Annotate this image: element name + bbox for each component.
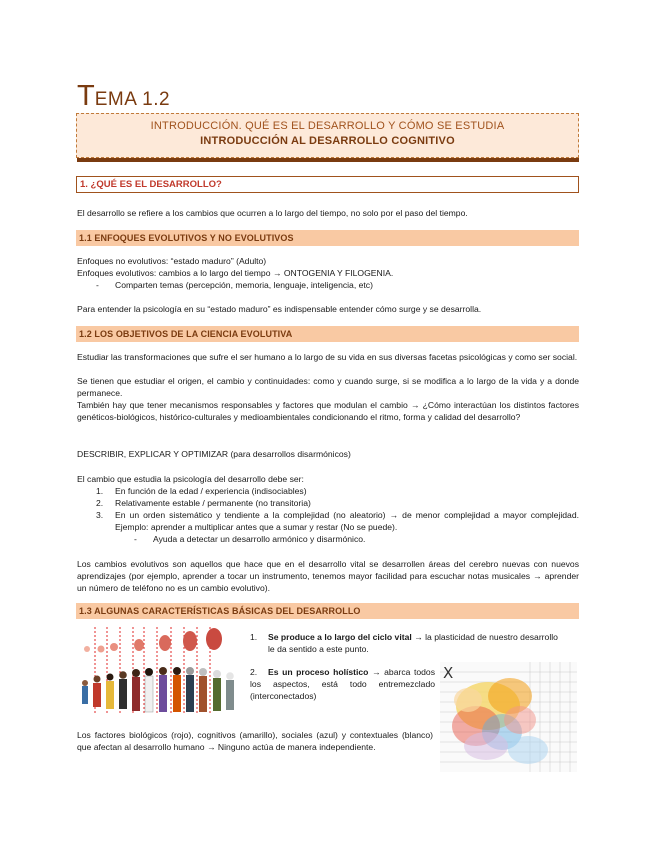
objectives-paragraph-3: También hay que tener mecanismos responsables y factores que modulan el cambio → ¿Cómo interactúan los distintos factores genéticos-biológicos, histórico-culturales y medioambientales condicionando el ritmo, forma y calidad del desarrollo?	[77, 400, 579, 422]
intro-title-box	[76, 113, 579, 158]
feature-1-bold: Se produce a lo largo del ciclo vital	[268, 632, 412, 642]
feature-number: 1.	[250, 632, 258, 642]
bullet-text: Comparten temas (percepción, memoria, lenguaje, inteligencia, etc)	[115, 280, 373, 290]
feature-2-text	[250, 666, 435, 702]
svg-text:X: X	[443, 664, 454, 682]
intro-title-line: INTRODUCCIÓN. QUÉ ES EL DESARROLLO Y CÓMO SE ESTUDIA	[150, 120, 505, 132]
change-intro-line: El cambio que estudia la psicología del desarrollo debe ser:	[77, 474, 304, 484]
section-1-heading: 1. ¿QUÉ ES EL DESARROLLO?	[76, 176, 579, 193]
feature-2-bold: Es un proceso holístico	[268, 667, 369, 677]
page-title-rest: EMA 1.2	[94, 89, 171, 110]
section-1-3-heading: 1.3 ALGUNAS CARACTERÍSTICAS BÁSICAS DEL DESARROLLO	[76, 603, 579, 619]
feature-2-rest: → abarca todos los aspectos, está todo entremezclado (interconectados)	[250, 667, 435, 701]
holistic-collage-illustration	[440, 662, 577, 772]
evolutive-line: Enfoques evolutivos: cambios a lo largo del tiempo → ONTOGENIA Y FILOGENIA.	[77, 268, 394, 278]
list-number: 1.	[96, 486, 104, 496]
list-item: En un orden sistemático y tendiente a la complejidad (no aleatorio) → de menor complejidad a mayor complejidad. Ejemplo: aprender a multiplicar antes que a sumar y restar (No se puede).	[115, 510, 579, 532]
intro-subtitle-line: INTRODUCCIÓN AL DESARROLLO COGNITIVO	[200, 135, 455, 147]
section-1-2-heading: 1.2 LOS OBJETIVOS DE LA CIENCIA EVOLUTIVA	[76, 326, 579, 342]
bullet-dash: -	[96, 280, 99, 290]
factors-paragraph: Los factores biológicos (rojo), cognitivos (amarillo), sociales (azul) y contextuales (blanco) que afectan al desarrollo humano → Ninguno actúa de manera independiente.	[77, 730, 433, 752]
evolutive-changes-paragraph: Los cambios evolutivos son aquellos que hace que en el desarrollo vital se desarrollen áreas del cerebro nuevas con nuevos aprendizajes (por ejemplo, aprender a tocar un instrumento, tenemos mayor facilidad para escuchar notas musicales → aprender un número de teléfono no es un cambio evolutivo).	[77, 559, 579, 593]
feature-number: 2.	[250, 667, 258, 677]
intro-box-shadow	[77, 158, 579, 162]
mature-state-paragraph: Para entender la psicología en su “estado maduro” es indispensable entender cómo surge y se desarrolla.	[77, 304, 482, 314]
feature-1-text	[268, 631, 558, 655]
objectives-paragraph-1: Estudiar las transformaciones que sufre el ser humano a lo largo de su vida en sus diversas facetas psicológicas y como ser social.	[77, 352, 578, 362]
list-item: En función de la edad / experiencia (indisociables)	[115, 486, 307, 496]
page-title-initial: T	[77, 80, 95, 112]
section-1-1-heading: 1.1 ENFOQUES EVOLUTIVOS Y NO EVOLUTIVOS	[76, 230, 579, 246]
objectives-paragraph-2: Se tienen que estudiar el origen, el cambio y continuidades: como y cuando surge, si se modifica a lo largo de la vida y a donde permanece.	[77, 376, 579, 398]
development-stages-illustration	[77, 625, 239, 717]
non-evolutive-line: Enfoques no evolutivos: “estado maduro” (Adulto)	[77, 256, 267, 266]
feature-1-rest: → la plasticidad de nuestro desarrollo le da sentido a este punto.	[268, 632, 558, 654]
list-item: Relativamente estable / permanente (no transitoria)	[115, 498, 311, 508]
sub-bullet-dash: -	[134, 534, 137, 544]
list-number: 2.	[96, 498, 104, 508]
sub-bullet-text: Ayuda a detectar un desarrollo armónico y disarmónico.	[153, 534, 366, 544]
describe-explain-line: DESCRIBIR, EXPLICAR Y OPTIMIZAR (para desarrollos disarmónicos)	[77, 449, 351, 459]
page-title	[77, 82, 170, 111]
list-number: 3.	[96, 510, 104, 520]
definition-text: El desarrollo se refiere a los cambios que ocurren a lo largo del tiempo, no solo por el paso del tiempo.	[77, 208, 468, 218]
